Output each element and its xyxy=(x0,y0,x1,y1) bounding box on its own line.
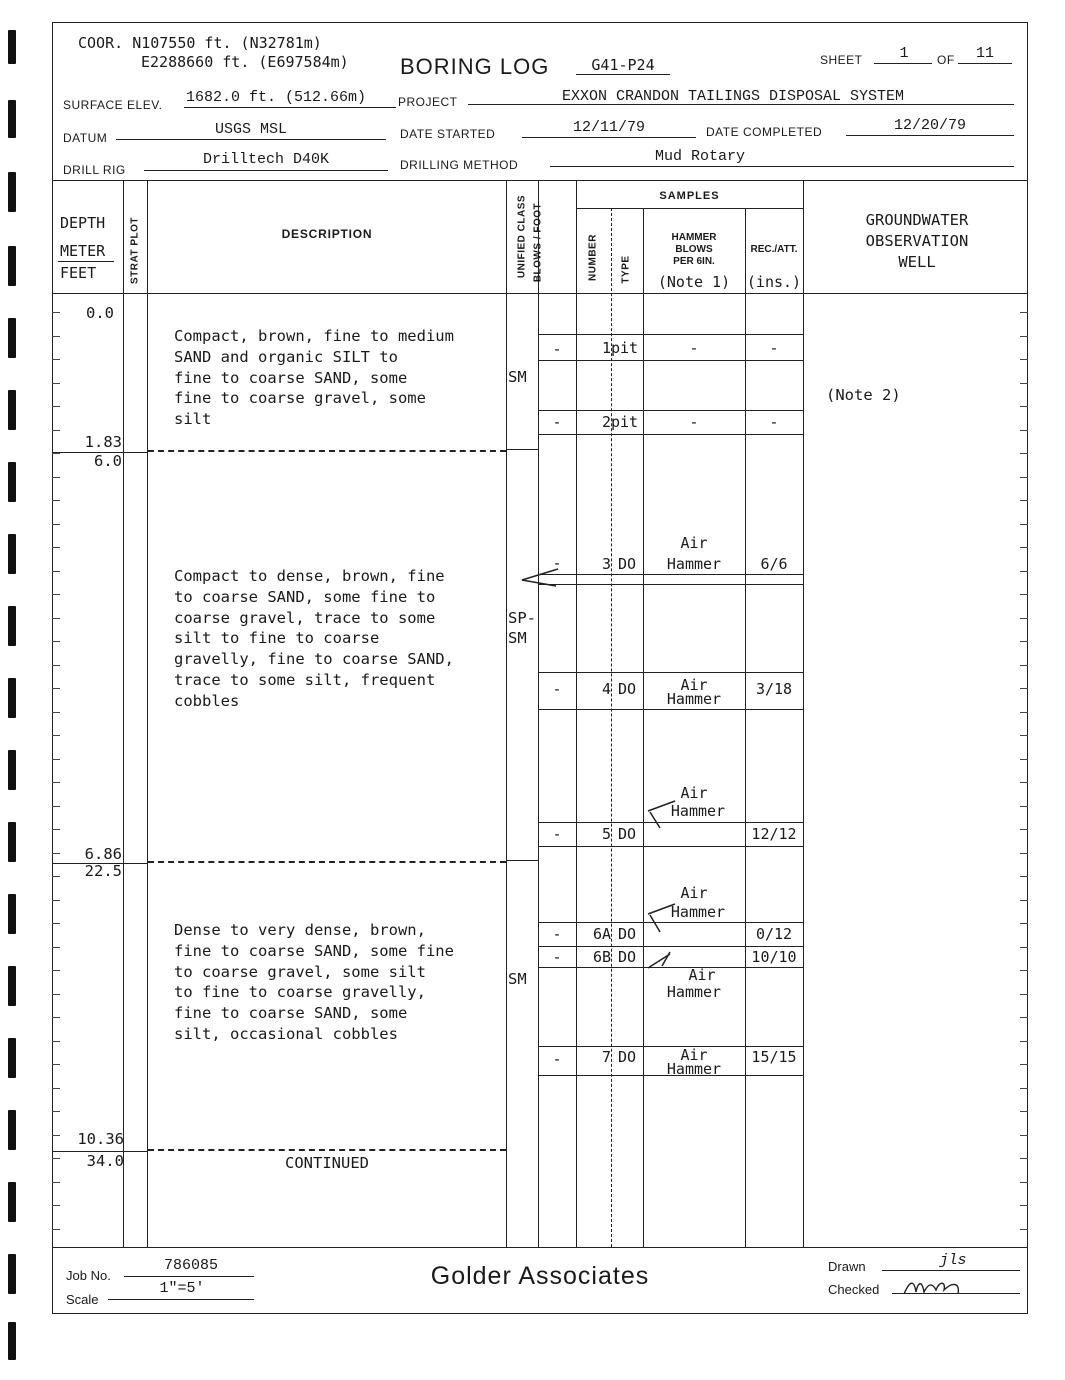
arrow-icon xyxy=(648,904,675,914)
depth-tick xyxy=(1020,853,1028,854)
depth-meter-0: 0.0 xyxy=(86,304,114,322)
depth-feet-3: 34.0 xyxy=(86,1152,124,1170)
depth-tick xyxy=(52,923,60,924)
sample-hammer: Hammer xyxy=(670,802,726,820)
depth-tick xyxy=(1020,735,1028,736)
depth-tick xyxy=(1020,1041,1028,1042)
depth-tick xyxy=(52,782,60,783)
depth-tick xyxy=(1020,312,1028,313)
sample-blows: - xyxy=(552,413,562,431)
sample-blows: - xyxy=(552,925,562,943)
depth-tick xyxy=(1020,1111,1028,1112)
depth-tick xyxy=(52,406,60,407)
depth-tick xyxy=(1020,547,1028,548)
sample-hammer-top: Air xyxy=(680,534,708,552)
of-label: OF xyxy=(937,53,955,67)
scale-label: Scale xyxy=(66,1292,99,1307)
coor-east: E2288660 ft. (E697584m) xyxy=(141,53,349,71)
depth-tick xyxy=(1020,571,1028,572)
class-3: SM xyxy=(508,970,527,988)
job-label: Job No. xyxy=(66,1268,111,1283)
depth-tick xyxy=(1020,453,1028,454)
sample-type: DO xyxy=(617,1048,637,1066)
groundwater-header-line1: GROUNDWATER xyxy=(865,211,969,229)
sample-rec: 3/18 xyxy=(755,680,793,698)
depth-tick xyxy=(1020,994,1028,995)
date-completed-value: 12/20/79 xyxy=(893,117,966,134)
sample-type: DO xyxy=(617,825,637,843)
checked-signature xyxy=(900,1276,990,1298)
depth-tick xyxy=(1020,923,1028,924)
sample-type: DO xyxy=(617,555,637,573)
hammer-header-line2: BLOWS xyxy=(675,244,713,255)
surface-elev-value: 1682.0 ft. (512.66m) xyxy=(186,89,367,106)
groundwater-header-line3: WELL xyxy=(898,253,936,271)
project-label: PROJECT xyxy=(398,95,458,109)
depth-tick xyxy=(1020,947,1028,948)
sample-type: DO xyxy=(617,680,637,698)
depth-tick xyxy=(52,829,60,830)
depth-tick xyxy=(1020,665,1028,666)
depth-tick xyxy=(52,759,60,760)
sample-hammer-top: Air xyxy=(680,884,708,902)
date-completed-label: DATE COMPLETED xyxy=(706,125,823,139)
depth-tick xyxy=(52,336,60,337)
sample-hammer: - xyxy=(689,339,699,357)
groundwater-header-line2: OBSERVATION xyxy=(865,232,969,250)
depth-tick xyxy=(1020,876,1028,877)
depth-feet-2: 22.5 xyxy=(84,862,122,880)
project-value: EXXON CRANDON TAILINGS DISPOSAL SYSTEM xyxy=(561,88,905,105)
sample-hammer: Hammer xyxy=(670,903,726,921)
depth-tick xyxy=(1020,1229,1028,1230)
sheet-total: 11 xyxy=(975,45,994,62)
arrow-icon xyxy=(648,801,675,811)
sample-number: 5 xyxy=(601,825,611,843)
sample-type: pit xyxy=(611,413,639,431)
depth-tick xyxy=(1020,1088,1028,1089)
stratum-description-1: Compact, brown, fine to medium SAND and organic SILT to fine to coarse SAND, some fine to coarse gravel, some silt xyxy=(174,327,454,429)
depth-tick xyxy=(52,1229,60,1230)
hammer-header-line1: HAMMER xyxy=(671,232,717,243)
sample-rec: 15/15 xyxy=(751,1048,797,1066)
sample-rec: 6/6 xyxy=(760,555,788,573)
depth-feet-1: 6.0 xyxy=(94,452,122,470)
depth-meter-2: 6.86 xyxy=(84,845,122,863)
depth-tick xyxy=(1020,1135,1028,1136)
sample-blows: - xyxy=(552,825,562,843)
depth-tick xyxy=(1020,1158,1028,1159)
sample-number: 3 xyxy=(601,555,611,573)
depth-tick xyxy=(52,665,60,666)
depth-tick xyxy=(52,618,60,619)
depth-tick xyxy=(1020,477,1028,478)
depth-tick xyxy=(52,970,60,971)
depth-tick xyxy=(1020,406,1028,407)
drawn-initials: jls xyxy=(939,1252,967,1269)
sample-rec: - xyxy=(769,339,779,357)
drawn-label: Drawn xyxy=(828,1259,866,1274)
scale-value: 1"=5' xyxy=(159,1280,205,1297)
sample-rec: - xyxy=(769,413,779,431)
sample-hammer: Hammer xyxy=(666,983,722,1001)
depth-tick xyxy=(52,1205,60,1206)
depth-tick xyxy=(1020,618,1028,619)
hammer-header-line3: PER 6IN. xyxy=(673,256,715,267)
depth-tick xyxy=(1020,1017,1028,1018)
depth-tick xyxy=(52,383,60,384)
depth-tick xyxy=(1020,782,1028,783)
sample-number: 1 xyxy=(601,339,611,357)
depth-tick xyxy=(1020,970,1028,971)
depth-tick xyxy=(1020,688,1028,689)
depth-tick xyxy=(52,994,60,995)
depth-tick xyxy=(52,641,60,642)
depth-tick xyxy=(1020,500,1028,501)
depth-tick xyxy=(52,688,60,689)
depth-tick xyxy=(52,524,60,525)
depth-tick xyxy=(52,806,60,807)
rec-units: (ins.) xyxy=(746,273,802,291)
sample-rec: 0/12 xyxy=(755,925,793,943)
depth-tick xyxy=(52,477,60,478)
feet-header: FEET xyxy=(60,264,97,282)
depth-tick xyxy=(52,1111,60,1112)
depth-tick xyxy=(1020,900,1028,901)
drilling-method-label: DRILLING METHOD xyxy=(400,158,519,172)
sample-rec: 12/12 xyxy=(751,825,797,843)
depth-tick xyxy=(1020,1064,1028,1065)
sample-type: DO xyxy=(617,925,637,943)
sample-blows: - xyxy=(552,1050,562,1068)
depth-tick xyxy=(52,1041,60,1042)
blows-foot-header: BLOWS / FOOT xyxy=(532,202,544,283)
class-1: SM xyxy=(508,368,527,386)
depth-tick xyxy=(1020,524,1028,525)
sheet-number: 1 xyxy=(899,45,909,62)
arrow-icon xyxy=(650,915,660,932)
arrow-icon xyxy=(648,954,670,968)
unified-class-header: UNIFIED CLASS xyxy=(516,194,528,279)
depth-tick xyxy=(1020,430,1028,431)
depth-tick xyxy=(52,947,60,948)
stratum-description-2: Compact to dense, brown, fine to coarse SAND, some fine to coarse gravel, trace to some silt to fine to coarse gravelly, fine to coarse SAND, trace to some silt, frequent cobbles xyxy=(174,567,454,710)
depth-tick xyxy=(52,735,60,736)
rec-att-header: REC./ATT. xyxy=(750,244,798,255)
sample-blows: - xyxy=(552,680,562,698)
depth-tick xyxy=(52,1017,60,1018)
depth-header: DEPTH xyxy=(60,214,106,232)
coor-north: N107550 ft. (N32781m) xyxy=(132,34,322,52)
depth-meter-1: 1.83 xyxy=(84,433,122,451)
depth-tick xyxy=(1020,829,1028,830)
type-header: TYPE xyxy=(620,255,632,284)
sample-type: DO xyxy=(617,948,637,966)
surface-elev-label: SURFACE ELEV. xyxy=(63,98,163,112)
sample-hammer-top: Air xyxy=(680,784,708,802)
annotation-arrows xyxy=(500,540,820,1000)
sample-hammer: Hammer xyxy=(666,1060,722,1078)
depth-tick xyxy=(1020,641,1028,642)
sample-number: 4 xyxy=(601,680,611,698)
date-started-value: 12/11/79 xyxy=(572,119,645,136)
arrow-icon xyxy=(650,812,660,828)
sample-number: 6A xyxy=(592,925,611,943)
depth-tick xyxy=(52,359,60,360)
stratum-description-3: Dense to very dense, brown, fine to coarse SAND, some fine to coarse gravel, some silt to fine to coarse gravelly, fine to coarse SAND, some silt, occasional cobbles xyxy=(174,921,454,1043)
sample-hammer-top: Air xyxy=(688,966,716,984)
sample-number: 2 xyxy=(601,413,611,431)
continued-label: CONTINUED xyxy=(285,1154,369,1172)
depth-tick xyxy=(52,594,60,595)
hammer-note: (Note 1) xyxy=(657,273,731,291)
sample-hammer: Hammer xyxy=(666,690,722,708)
depth-tick xyxy=(52,712,60,713)
checked-label: Checked xyxy=(828,1282,880,1297)
sample-number: 7 xyxy=(601,1048,611,1066)
depth-tick xyxy=(1020,806,1028,807)
strat-plot-header: STRAT PLOT xyxy=(129,216,141,285)
sample-hammer-top: Air xyxy=(680,1046,708,1064)
depth-tick xyxy=(52,571,60,572)
arrow-icon xyxy=(522,569,558,586)
meter-header: METER xyxy=(60,242,106,260)
sample-number: 6B xyxy=(592,948,611,966)
depth-tick xyxy=(1020,359,1028,360)
depth-tick xyxy=(1020,594,1028,595)
sample-hammer: - xyxy=(689,413,699,431)
depth-tick xyxy=(1020,1205,1028,1206)
drill-rig-value: Drilltech D40K xyxy=(202,151,330,168)
job-number: 786085 xyxy=(163,1257,218,1274)
samples-header: SAMPLES xyxy=(659,190,720,202)
depth-meter-3: 10.36 xyxy=(77,1130,124,1148)
coor-label: COOR. xyxy=(78,34,124,52)
sample-blows: - xyxy=(552,554,562,572)
boring-id: G41-P24 xyxy=(591,56,655,74)
log-title: BORING LOG xyxy=(400,54,550,79)
company-name: Golder Associates xyxy=(430,1262,650,1290)
drill-rig-label: DRILL RIG xyxy=(63,163,126,177)
sample-blows: - xyxy=(552,948,562,966)
drilling-method-value: Mud Rotary xyxy=(654,148,745,165)
depth-tick xyxy=(52,500,60,501)
depth-tick xyxy=(52,1088,60,1089)
depth-tick xyxy=(52,430,60,431)
depth-tick xyxy=(52,900,60,901)
depth-tick xyxy=(52,1064,60,1065)
date-started-label: DATE STARTED xyxy=(400,127,496,141)
groundwater-note: (Note 2) xyxy=(826,386,901,404)
class-2: SP- SM xyxy=(508,609,536,647)
sample-rec: 10/10 xyxy=(751,948,797,966)
depth-tick xyxy=(1020,759,1028,760)
sheet-label: SHEET xyxy=(820,53,863,67)
datum-label: DATUM xyxy=(63,131,108,145)
depth-tick xyxy=(1020,383,1028,384)
sample-blows: - xyxy=(552,340,562,358)
datum-value: USGS MSL xyxy=(214,121,287,138)
depth-tick xyxy=(1020,1182,1028,1183)
depth-tick xyxy=(52,1182,60,1183)
sample-hammer-top: Air xyxy=(680,676,708,694)
depth-tick xyxy=(1020,336,1028,337)
sample-hammer: Hammer xyxy=(666,555,722,573)
depth-tick xyxy=(52,547,60,548)
number-header: NUMBER xyxy=(587,234,599,281)
depth-tick xyxy=(1020,712,1028,713)
sample-type: pit xyxy=(611,339,639,357)
description-header: DESCRIPTION xyxy=(281,227,373,241)
